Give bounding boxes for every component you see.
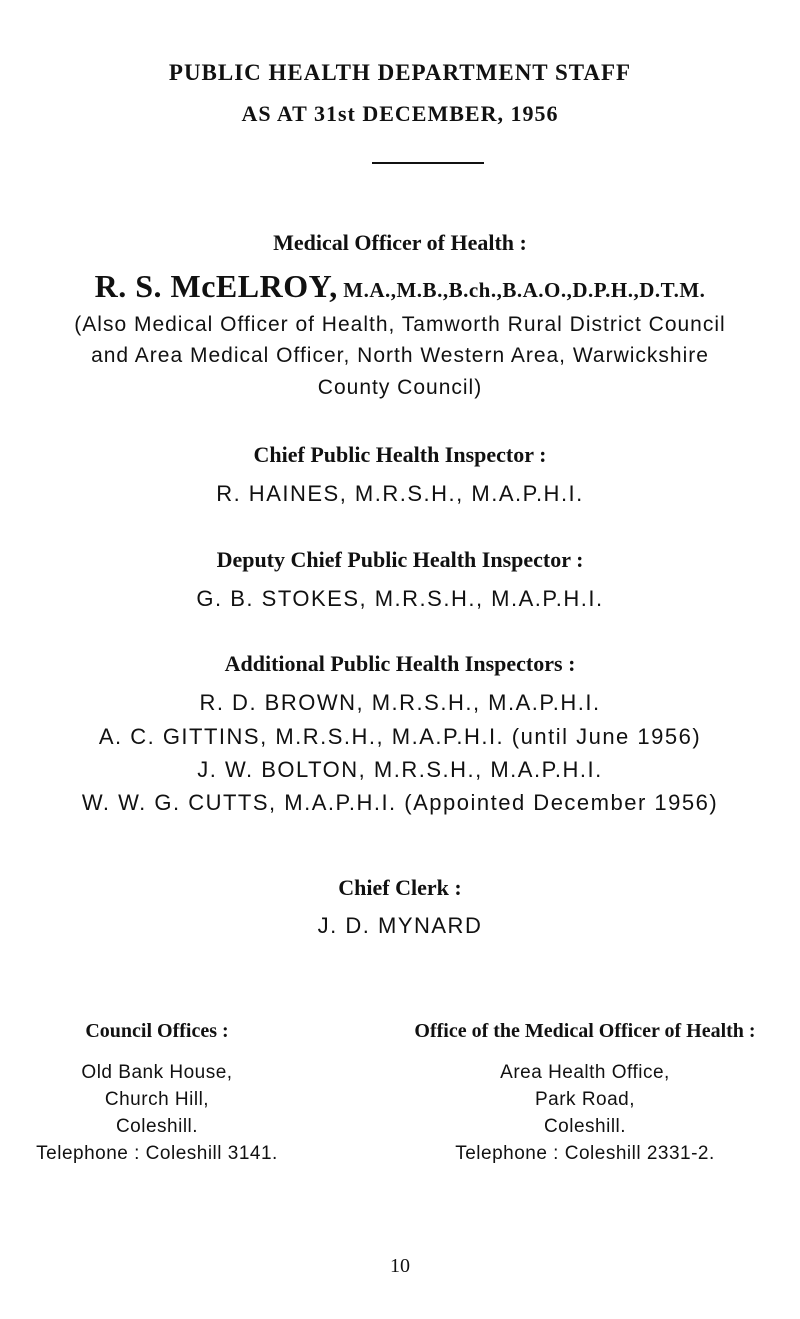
council-offices-address-line: Old Bank House, [81,1062,233,1083]
deputy-inspector-title: Deputy Chief Public Health Inspector : [216,547,584,572]
moh-office-heading: Office of the Medical Officer of Health : [414,1020,756,1042]
medical-officer-name: R. S. McELROY, [94,268,338,304]
medical-officer-note-line: County Council) [317,376,483,399]
additional-inspector-name: A. C. GITTINS, M.R.S.H., M.A.P.H.I. (until June 1956) [98,724,702,749]
page-title: PUBLIC HEALTH DEPARTMENT STAFF [168,60,632,85]
additional-inspectors-title: Additional Public Health Inspectors : [224,651,576,676]
chief-clerk-name: J. D. MYNARD [317,913,483,938]
moh-office-address-line: Area Health Office, [500,1062,670,1083]
additional-inspector-name: J. W. BOLTON, M.R.S.H., M.A.P.H.I. [197,757,603,782]
moh-office-address-line: Park Road, [534,1089,636,1110]
additional-inspector-name: R. D. BROWN, M.R.S.H., M.A.P.H.I. [199,690,601,715]
council-offices-heading: Council Offices : [85,1020,229,1042]
deputy-inspector-name: G. B. STOKES, M.R.S.H., M.A.P.H.I. [196,586,604,611]
moh-office-address-line: Coleshill. [543,1116,627,1137]
chief-inspector-name: R. HAINES, M.R.S.H., M.A.P.H.I. [216,481,584,506]
additional-inspector-name: W. W. G. CUTTS, M.A.P.H.I. (Appointed December 1956) [81,790,719,815]
medical-officer-qualifications: M.A.,M.B.,B.ch.,B.A.O.,D.P.H.,D.T.M. [343,278,706,302]
medical-officer-name-line [0,268,800,305]
page-number: 10 [390,1255,410,1277]
council-offices-address-line: Church Hill, [104,1089,210,1110]
medical-officer-note-line: (Also Medical Officer of Health, Tamworth Rural District Council [74,313,726,336]
chief-inspector-title: Chief Public Health Inspector : [253,442,547,467]
title-divider [372,162,484,164]
medical-officer-note-line: and Area Medical Officer, North Western Area, Warwickshire [91,344,709,367]
page-subtitle-date: AS AT 31st DECEMBER, 1956 [241,101,559,126]
council-offices-telephone: Telephone : Coleshill 3141. [36,1143,278,1164]
medical-officer-title: Medical Officer of Health : [273,230,527,255]
chief-clerk-title: Chief Clerk : [338,875,462,900]
moh-office-telephone: Telephone : Coleshill 2331-2. [455,1143,715,1164]
council-offices-address-line: Coleshill. [115,1116,199,1137]
